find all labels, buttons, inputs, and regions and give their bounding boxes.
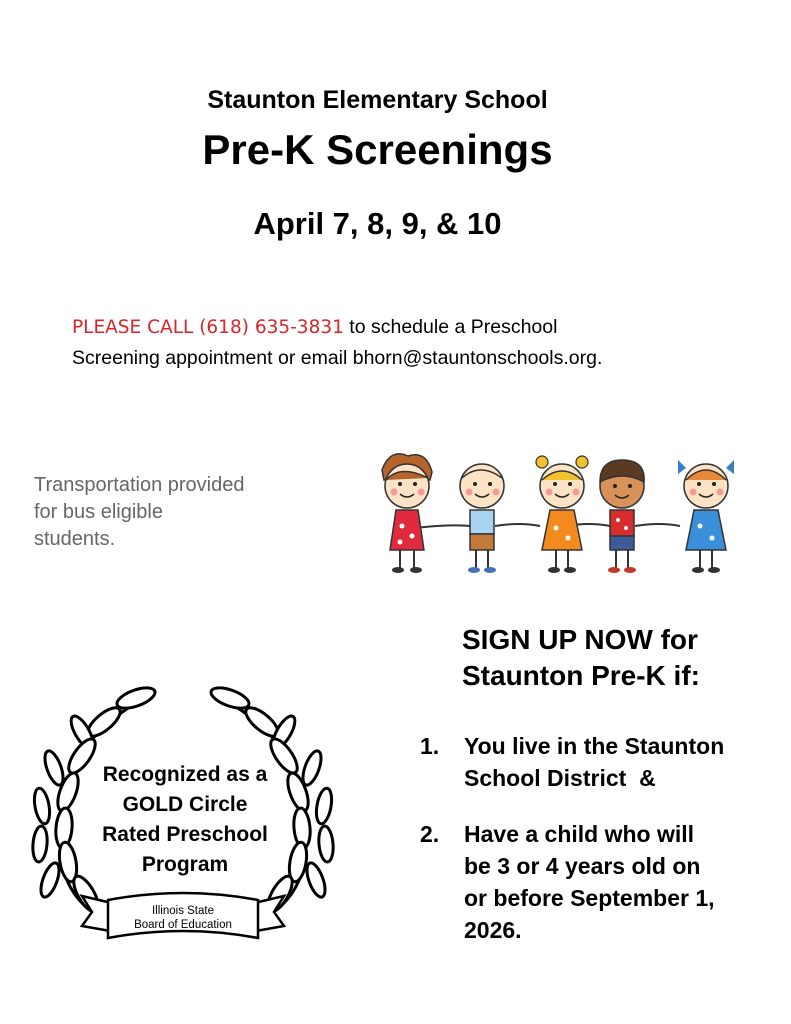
screening-dates: April 7, 8, 9, & 10 [253,206,502,241]
child-figure-2 [460,464,504,573]
badge-line: Rated Preschool [102,823,268,846]
signup-heading-line: SIGN UP NOW for [462,624,698,655]
eligibility-list [420,730,770,970]
transport-line: students. [34,528,116,550]
contact-paragraph [72,312,752,373]
ribbon-line: Illinois State [151,905,214,917]
badge-line: GOLD Circle [122,793,248,816]
list-item-line: 2026. [464,917,522,943]
list-item-line: Have a child who will [464,821,695,847]
list-number: 1. [420,733,440,759]
contact-line2: Screening appointment or email bhorn@stauntonschools.org. [72,347,603,369]
page-title: Pre-K Screenings [202,126,553,173]
ribbon-line: Board of Education [134,919,232,931]
list-item-line: or before September 1, [464,885,715,911]
signup-heading-line: Staunton Pre-K if: [462,660,700,691]
child-figure-1 [382,454,432,573]
transport-line: for bus eligible [34,501,163,523]
list-item-line: You live in the Staunton [464,733,725,759]
list-item [420,818,770,946]
list-item-line: be 3 or 4 years old on [464,853,701,879]
transport-line: Transportation provided [34,474,245,496]
signup-heading [462,622,782,694]
child-figure-4 [600,460,644,573]
call-phone-text: PLEASE CALL (618) 635-3831 [72,317,344,338]
kids-holding-hands-illustration [360,440,760,590]
list-item-line: School District & [464,765,656,791]
list-item [420,730,770,794]
transport-note [34,472,304,553]
list-number: 2. [420,821,440,847]
badge-line: Recognized as a [102,763,268,786]
contact-line1-rest: to schedule a Preschool [343,316,558,338]
school-name: Staunton Elementary School [207,86,548,114]
child-figure-3 [536,456,588,573]
ribbon-text [108,904,258,932]
child-figure-5 [678,460,734,573]
gold-circle-text [80,760,290,880]
badge-line: Program [141,853,229,876]
